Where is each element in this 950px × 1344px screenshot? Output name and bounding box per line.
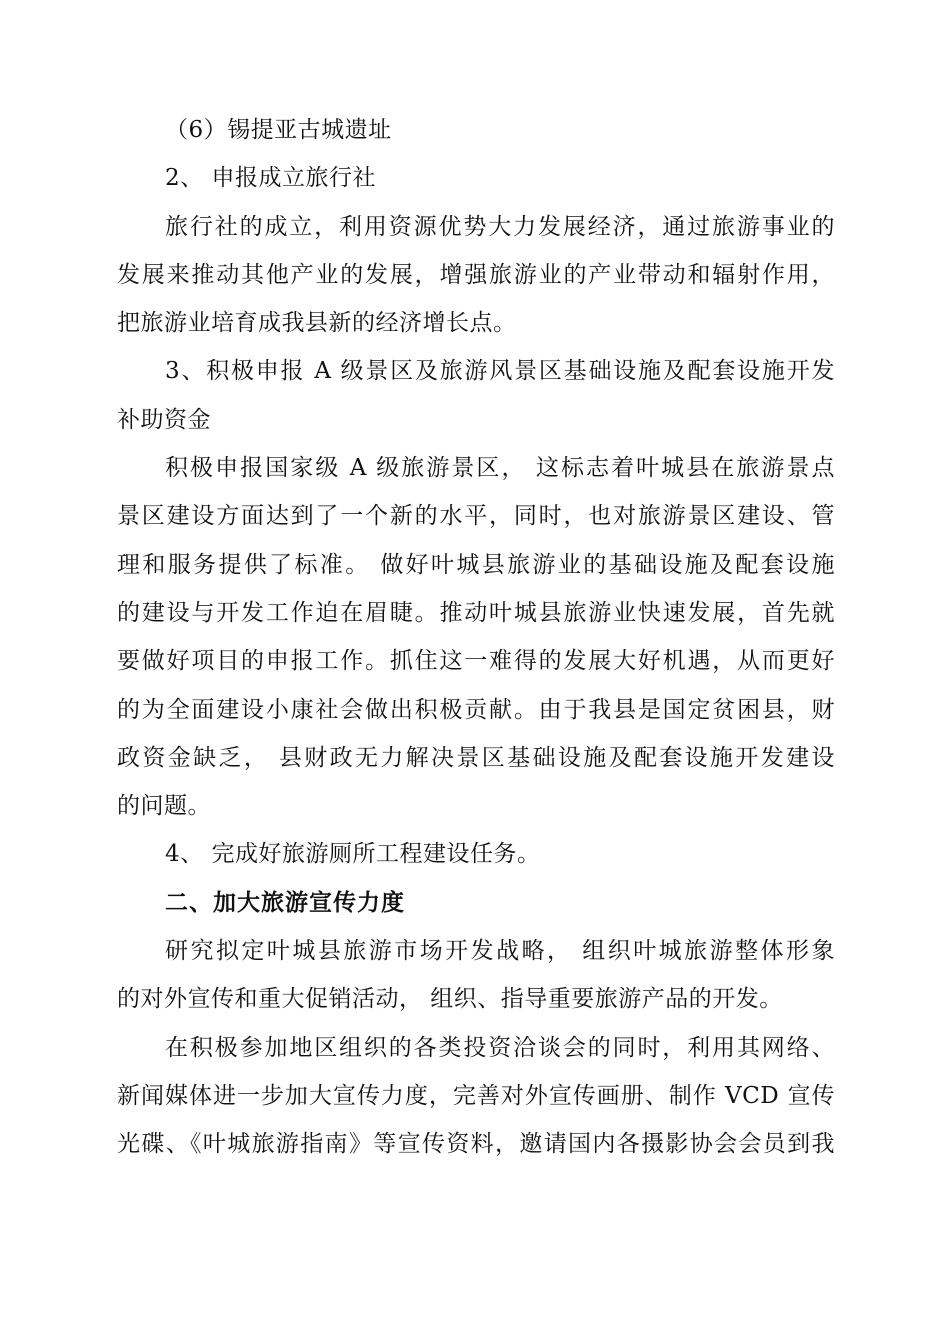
- section-heading-toilet-project: 4、 完成好旅游厕所工程建设任务。: [165, 841, 541, 868]
- paragraph-line: 要做好项目的申报工作。抓住这一难得的发展大好机遇，从而更好: [117, 648, 835, 675]
- paragraph-line: 积极申报国家级 A 级旅游景区， 这标志着叶城县在旅游景点: [165, 455, 835, 482]
- paragraph-line: 研究拟定叶城县旅游市场开发战略， 组织叶城旅游整体形象: [165, 938, 835, 965]
- paragraph-line: 把旅游业培育成我县新的经济增长点。: [117, 310, 517, 337]
- paragraph-line: 理和服务提供了标准。 做好叶城县旅游业的基础设施及配套设施: [117, 551, 835, 578]
- chapter-heading-promotion: 二、加大旅游宣传力度: [165, 889, 405, 916]
- document-body: [117, 106, 835, 1169]
- paragraph-line: 旅行社的成立，利用资源优势大力发展经济，通过旅游事业的: [165, 213, 835, 240]
- paragraph-line: 新闻媒体进一步加大宣传力度，完善对外宣传画册、制作 VCD 宣传: [117, 1082, 835, 1109]
- paragraph-line: 政资金缺乏， 县财政无力解决景区基础设施及配套设施开发建设: [117, 744, 835, 771]
- paragraph-line: 的对外宣传和重大促销活动， 组织、指导重要旅游产品的开发。: [117, 986, 783, 1013]
- section-heading-a-level-scenic-cont: 补助资金: [117, 406, 211, 433]
- paragraph-line: 发展来推动其他产业的发展，增强旅游业的产业带动和辐射作用，: [117, 261, 835, 288]
- section-heading-a-level-scenic: 3、积极申报 A 级景区及旅游风景区基础设施及配套设施开发: [165, 358, 835, 385]
- paragraph-line: 的为全面建设小康社会做出积极贡献。由于我县是国定贫困县，财: [117, 696, 835, 723]
- paragraph-line: 的建设与开发工作迫在眉睫。推动叶城县旅游业快速发展，首先就: [117, 599, 835, 626]
- paragraph-line: 景区建设方面达到了一个新的水平，同时，也对旅游景区建设、管: [117, 503, 835, 530]
- paragraph-line: 的问题。: [117, 793, 211, 820]
- section-heading-travel-agency: 2、 申报成立旅行社: [165, 165, 376, 192]
- list-item-heritage-site: （6）锡提亚古城遗址: [165, 117, 392, 143]
- paragraph-line: 在积极参加地区组织的各类投资洽谈会的同时，利用其网络、: [165, 1034, 835, 1061]
- paragraph-line: 光碟、《叶城旅游指南》等宣传资料，邀请国内各摄影协会会员到我: [117, 1131, 835, 1158]
